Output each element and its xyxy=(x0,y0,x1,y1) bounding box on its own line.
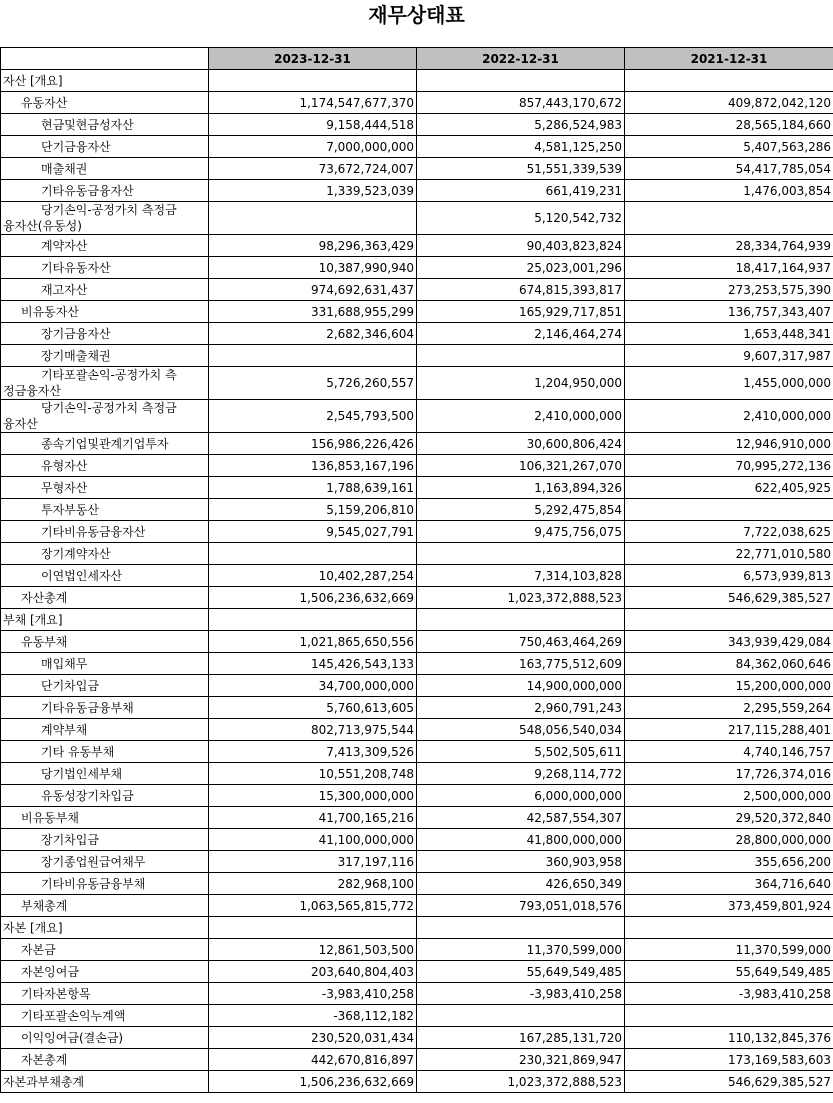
table-row xyxy=(1,829,833,851)
value-cell-2021-12-31: 546,629,385,527 xyxy=(625,587,833,609)
value-cell-2022-12-31: 7,314,103,828 xyxy=(417,565,625,587)
table-row xyxy=(1,895,833,917)
row-label: 단기금융자산 xyxy=(1,136,209,158)
row-label: 종속기업및관계기업투자 xyxy=(1,433,209,455)
value-cell-2023-12-31: 10,402,287,254 xyxy=(209,565,417,587)
value-cell-2021-12-31: 546,629,385,527 xyxy=(625,1071,833,1093)
table-row xyxy=(1,697,833,719)
value-cell-2022-12-31: 1,163,894,326 xyxy=(417,477,625,499)
row-label: 장기계약자산 xyxy=(1,543,209,565)
value-cell-2021-12-31 xyxy=(625,1005,833,1027)
value-cell-2022-12-31 xyxy=(417,1005,625,1027)
value-cell-2021-12-31: 2,410,000,000 xyxy=(625,400,833,433)
table-row xyxy=(1,136,833,158)
table-row xyxy=(1,1027,833,1049)
value-cell-2021-12-31: 4,740,146,757 xyxy=(625,741,833,763)
row-label: 당기법인세부채 xyxy=(1,763,209,785)
row-label-line1: 기타포괄손익-공정가치 측 xyxy=(41,368,177,382)
row-label: 자본금 xyxy=(1,939,209,961)
value-cell-2021-12-31: 273,253,575,390 xyxy=(625,279,833,301)
value-cell-2023-12-31: 34,700,000,000 xyxy=(209,675,417,697)
value-cell-2023-12-31: 7,413,309,526 xyxy=(209,741,417,763)
value-cell-2021-12-31: 84,362,060,646 xyxy=(625,653,833,675)
value-cell-2023-12-31: 12,861,503,500 xyxy=(209,939,417,961)
value-cell-2023-12-31: 5,760,613,605 xyxy=(209,697,417,719)
value-cell-2022-12-31 xyxy=(417,70,625,92)
value-cell-2021-12-31: 15,200,000,000 xyxy=(625,675,833,697)
value-cell-2023-12-31: 974,692,631,437 xyxy=(209,279,417,301)
row-label: 자본잉여금 xyxy=(1,961,209,983)
value-cell-2022-12-31: 230,321,869,947 xyxy=(417,1049,625,1071)
value-cell-2021-12-31: 29,520,372,840 xyxy=(625,807,833,829)
table-row xyxy=(1,1071,833,1093)
value-cell-2022-12-31: 661,419,231 xyxy=(417,180,625,202)
row-label: 자산총계 xyxy=(1,587,209,609)
row-label: 무형자산 xyxy=(1,477,209,499)
table-row xyxy=(1,1049,833,1071)
value-cell-2022-12-31: 11,370,599,000 xyxy=(417,939,625,961)
row-label: 부채총계 xyxy=(1,895,209,917)
value-cell-2023-12-31: 2,682,346,604 xyxy=(209,323,417,345)
value-cell-2023-12-31: 1,021,865,650,556 xyxy=(209,631,417,653)
table-row xyxy=(1,939,833,961)
value-cell-2022-12-31: 5,292,475,854 xyxy=(417,499,625,521)
value-cell-2022-12-31: 750,463,464,269 xyxy=(417,631,625,653)
value-cell-2022-12-31 xyxy=(417,543,625,565)
table-row xyxy=(1,455,833,477)
value-cell-2021-12-31: 622,405,925 xyxy=(625,477,833,499)
row-label: 매출채권 xyxy=(1,158,209,180)
row-label xyxy=(1,400,209,433)
value-cell-2023-12-31: 98,296,363,429 xyxy=(209,235,417,257)
row-label: 장기종업원급여채무 xyxy=(1,851,209,873)
value-cell-2022-12-31: 165,929,717,851 xyxy=(417,301,625,323)
table-row xyxy=(1,675,833,697)
value-cell-2023-12-31: 282,968,100 xyxy=(209,873,417,895)
column-header-2021: 2021-12-31 xyxy=(625,48,833,70)
value-cell-2022-12-31: 5,286,524,983 xyxy=(417,114,625,136)
table-row xyxy=(1,235,833,257)
row-label: 유동자산 xyxy=(1,92,209,114)
value-cell-2022-12-31: 4,581,125,250 xyxy=(417,136,625,158)
page-title: 재무상태표 xyxy=(368,3,465,27)
table-row xyxy=(1,587,833,609)
row-label: 현금및현금성자산 xyxy=(1,114,209,136)
row-label: 비유동자산 xyxy=(1,301,209,323)
table-row xyxy=(1,1005,833,1027)
table-row xyxy=(1,653,833,675)
value-cell-2023-12-31 xyxy=(209,917,417,939)
value-cell-2023-12-31: 10,387,990,940 xyxy=(209,257,417,279)
table-row xyxy=(1,499,833,521)
row-label: 자산 [개요] xyxy=(1,70,209,92)
value-cell-2021-12-31: 17,726,374,016 xyxy=(625,763,833,785)
value-cell-2023-12-31 xyxy=(209,70,417,92)
value-cell-2022-12-31: 9,268,114,772 xyxy=(417,763,625,785)
row-label: 매입채무 xyxy=(1,653,209,675)
value-cell-2022-12-31: 25,023,001,296 xyxy=(417,257,625,279)
value-cell-2021-12-31: 355,656,200 xyxy=(625,851,833,873)
value-cell-2023-12-31: 230,520,031,434 xyxy=(209,1027,417,1049)
value-cell-2022-12-31: 9,475,756,075 xyxy=(417,521,625,543)
value-cell-2021-12-31: 12,946,910,000 xyxy=(625,433,833,455)
value-cell-2021-12-31: 136,757,343,407 xyxy=(625,301,833,323)
value-cell-2023-12-31: 1,063,565,815,772 xyxy=(209,895,417,917)
row-label: 자본과부채총계 xyxy=(1,1071,209,1093)
row-label xyxy=(1,367,209,400)
row-label: 이연법인세자산 xyxy=(1,565,209,587)
value-cell-2022-12-31: 426,650,349 xyxy=(417,873,625,895)
balance-sheet-table xyxy=(0,47,833,1093)
table-row xyxy=(1,70,833,92)
value-cell-2021-12-31: 7,722,038,625 xyxy=(625,521,833,543)
value-cell-2023-12-31: 7,000,000,000 xyxy=(209,136,417,158)
table-header-row xyxy=(1,48,833,70)
value-cell-2022-12-31: 14,900,000,000 xyxy=(417,675,625,697)
value-cell-2023-12-31: 9,158,444,518 xyxy=(209,114,417,136)
row-label: 기타 유동부채 xyxy=(1,741,209,763)
value-cell-2021-12-31: 70,995,272,136 xyxy=(625,455,833,477)
value-cell-2022-12-31: 30,600,806,424 xyxy=(417,433,625,455)
value-cell-2023-12-31: 331,688,955,299 xyxy=(209,301,417,323)
table-row xyxy=(1,961,833,983)
value-cell-2023-12-31 xyxy=(209,609,417,631)
row-label: 기타유동금융자산 xyxy=(1,180,209,202)
value-cell-2022-12-31 xyxy=(417,345,625,367)
value-cell-2022-12-31: 2,410,000,000 xyxy=(417,400,625,433)
table-row xyxy=(1,158,833,180)
table-row xyxy=(1,609,833,631)
value-cell-2021-12-31 xyxy=(625,917,833,939)
value-cell-2021-12-31: 110,132,845,376 xyxy=(625,1027,833,1049)
table-row xyxy=(1,92,833,114)
value-cell-2022-12-31: -3,983,410,258 xyxy=(417,983,625,1005)
table-row xyxy=(1,917,833,939)
value-cell-2022-12-31: 1,023,372,888,523 xyxy=(417,587,625,609)
value-cell-2021-12-31: 28,565,184,660 xyxy=(625,114,833,136)
value-cell-2023-12-31: 41,100,000,000 xyxy=(209,829,417,851)
row-label-line1: 당기손익-공정가치 측정금 xyxy=(41,203,177,217)
row-label: 단기차입금 xyxy=(1,675,209,697)
row-label: 유동부채 xyxy=(1,631,209,653)
value-cell-2022-12-31: 2,146,464,274 xyxy=(417,323,625,345)
row-label: 기타비유동금융자산 xyxy=(1,521,209,543)
row-label: 기타포괄손익누계액 xyxy=(1,1005,209,1027)
value-cell-2021-12-31 xyxy=(625,609,833,631)
value-cell-2022-12-31: 163,775,512,609 xyxy=(417,653,625,675)
value-cell-2021-12-31: 217,115,288,401 xyxy=(625,719,833,741)
table-row xyxy=(1,741,833,763)
value-cell-2023-12-31: -3,983,410,258 xyxy=(209,983,417,1005)
value-cell-2023-12-31: 10,551,208,748 xyxy=(209,763,417,785)
value-cell-2021-12-31: 9,607,317,987 xyxy=(625,345,833,367)
value-cell-2023-12-31: 136,853,167,196 xyxy=(209,455,417,477)
value-cell-2021-12-31: 1,653,448,341 xyxy=(625,323,833,345)
value-cell-2021-12-31: 22,771,010,580 xyxy=(625,543,833,565)
row-label: 장기매출채권 xyxy=(1,345,209,367)
value-cell-2023-12-31: 5,726,260,557 xyxy=(209,367,417,400)
value-cell-2023-12-31: 1,506,236,632,669 xyxy=(209,587,417,609)
value-cell-2021-12-31: 28,334,764,939 xyxy=(625,235,833,257)
row-label: 유형자산 xyxy=(1,455,209,477)
value-cell-2023-12-31: 145,426,543,133 xyxy=(209,653,417,675)
value-cell-2022-12-31: 2,960,791,243 xyxy=(417,697,625,719)
table-row xyxy=(1,400,833,433)
row-label-line2: 정금융자산 xyxy=(3,384,61,398)
value-cell-2022-12-31: 90,403,823,824 xyxy=(417,235,625,257)
table-row xyxy=(1,631,833,653)
table-row xyxy=(1,279,833,301)
value-cell-2022-12-31: 1,023,372,888,523 xyxy=(417,1071,625,1093)
value-cell-2022-12-31: 1,204,950,000 xyxy=(417,367,625,400)
value-cell-2022-12-31 xyxy=(417,917,625,939)
table-row xyxy=(1,433,833,455)
table-row xyxy=(1,367,833,400)
table-row xyxy=(1,114,833,136)
value-cell-2023-12-31: 203,640,804,403 xyxy=(209,961,417,983)
row-label: 기타유동금융부채 xyxy=(1,697,209,719)
value-cell-2022-12-31: 674,815,393,817 xyxy=(417,279,625,301)
row-label-line2: 융자산 xyxy=(3,417,38,431)
table-row xyxy=(1,851,833,873)
table-row xyxy=(1,257,833,279)
value-cell-2021-12-31: 11,370,599,000 xyxy=(625,939,833,961)
value-cell-2022-12-31: 5,120,542,732 xyxy=(417,202,625,235)
table-row xyxy=(1,983,833,1005)
value-cell-2023-12-31: 9,545,027,791 xyxy=(209,521,417,543)
value-cell-2023-12-31: 802,713,975,544 xyxy=(209,719,417,741)
value-cell-2022-12-31: 6,000,000,000 xyxy=(417,785,625,807)
table-row xyxy=(1,873,833,895)
value-cell-2021-12-31: 6,573,939,813 xyxy=(625,565,833,587)
value-cell-2021-12-31: 364,716,640 xyxy=(625,873,833,895)
value-cell-2021-12-31: 2,295,559,264 xyxy=(625,697,833,719)
value-cell-2023-12-31: 156,986,226,426 xyxy=(209,433,417,455)
row-label: 투자부동산 xyxy=(1,499,209,521)
value-cell-2023-12-31: 41,700,165,216 xyxy=(209,807,417,829)
value-cell-2021-12-31: 2,500,000,000 xyxy=(625,785,833,807)
value-cell-2022-12-31: 857,443,170,672 xyxy=(417,92,625,114)
value-cell-2023-12-31: 1,506,236,632,669 xyxy=(209,1071,417,1093)
value-cell-2022-12-31: 51,551,339,539 xyxy=(417,158,625,180)
value-cell-2021-12-31: 1,476,003,854 xyxy=(625,180,833,202)
row-label: 이익잉여금(결손금) xyxy=(1,1027,209,1049)
table-row xyxy=(1,543,833,565)
value-cell-2021-12-31: 54,417,785,054 xyxy=(625,158,833,180)
table-row xyxy=(1,180,833,202)
row-label: 기타유동자산 xyxy=(1,257,209,279)
row-label: 장기금융자산 xyxy=(1,323,209,345)
table-row xyxy=(1,785,833,807)
value-cell-2023-12-31: 15,300,000,000 xyxy=(209,785,417,807)
value-cell-2022-12-31: 360,903,958 xyxy=(417,851,625,873)
row-label: 부채 [개요] xyxy=(1,609,209,631)
value-cell-2023-12-31 xyxy=(209,345,417,367)
value-cell-2021-12-31: 173,169,583,603 xyxy=(625,1049,833,1071)
value-cell-2021-12-31: -3,983,410,258 xyxy=(625,983,833,1005)
value-cell-2021-12-31: 343,939,429,084 xyxy=(625,631,833,653)
row-label-line1: 당기손익-공정가치 측정금 xyxy=(41,401,177,415)
value-cell-2022-12-31: 42,587,554,307 xyxy=(417,807,625,829)
value-cell-2022-12-31: 548,056,540,034 xyxy=(417,719,625,741)
row-label xyxy=(1,202,209,235)
column-header-2023: 2023-12-31 xyxy=(209,48,417,70)
row-label-line2: 융자산(유동성) xyxy=(3,219,82,233)
value-cell-2023-12-31: 1,174,547,677,370 xyxy=(209,92,417,114)
value-cell-2021-12-31 xyxy=(625,499,833,521)
table-row xyxy=(1,763,833,785)
row-label: 비유동부채 xyxy=(1,807,209,829)
row-label: 자본총계 xyxy=(1,1049,209,1071)
header-blank-cell xyxy=(1,48,209,70)
value-cell-2021-12-31: 55,649,549,485 xyxy=(625,961,833,983)
table-row xyxy=(1,719,833,741)
value-cell-2023-12-31 xyxy=(209,543,417,565)
table-row xyxy=(1,345,833,367)
row-label: 기타자본항목 xyxy=(1,983,209,1005)
table-row xyxy=(1,202,833,235)
value-cell-2023-12-31 xyxy=(209,202,417,235)
row-label: 기타비유동금융부채 xyxy=(1,873,209,895)
value-cell-2023-12-31: 2,545,793,500 xyxy=(209,400,417,433)
table-row xyxy=(1,807,833,829)
value-cell-2021-12-31: 373,459,801,924 xyxy=(625,895,833,917)
value-cell-2023-12-31: 1,788,639,161 xyxy=(209,477,417,499)
table-row xyxy=(1,477,833,499)
value-cell-2023-12-31: 442,670,816,897 xyxy=(209,1049,417,1071)
value-cell-2022-12-31 xyxy=(417,609,625,631)
row-label: 자본 [개요] xyxy=(1,917,209,939)
row-label: 재고자산 xyxy=(1,279,209,301)
value-cell-2022-12-31: 41,800,000,000 xyxy=(417,829,625,851)
table-row xyxy=(1,565,833,587)
value-cell-2021-12-31: 5,407,563,286 xyxy=(625,136,833,158)
column-header-2022: 2022-12-31 xyxy=(417,48,625,70)
row-label: 계약부채 xyxy=(1,719,209,741)
value-cell-2021-12-31 xyxy=(625,202,833,235)
value-cell-2023-12-31: 1,339,523,039 xyxy=(209,180,417,202)
value-cell-2021-12-31: 1,455,000,000 xyxy=(625,367,833,400)
value-cell-2021-12-31: 18,417,164,937 xyxy=(625,257,833,279)
value-cell-2023-12-31: 73,672,724,007 xyxy=(209,158,417,180)
value-cell-2022-12-31: 793,051,018,576 xyxy=(417,895,625,917)
value-cell-2021-12-31: 28,800,000,000 xyxy=(625,829,833,851)
row-label: 유동성장기차입금 xyxy=(1,785,209,807)
row-label: 장기차입금 xyxy=(1,829,209,851)
table-row xyxy=(1,323,833,345)
value-cell-2021-12-31: 409,872,042,120 xyxy=(625,92,833,114)
value-cell-2023-12-31: 5,159,206,810 xyxy=(209,499,417,521)
value-cell-2023-12-31: -368,112,182 xyxy=(209,1005,417,1027)
value-cell-2023-12-31: 317,197,116 xyxy=(209,851,417,873)
table-row xyxy=(1,301,833,323)
value-cell-2022-12-31: 167,285,131,720 xyxy=(417,1027,625,1049)
table-row xyxy=(1,521,833,543)
value-cell-2021-12-31 xyxy=(625,70,833,92)
value-cell-2022-12-31: 5,502,505,611 xyxy=(417,741,625,763)
value-cell-2022-12-31: 55,649,549,485 xyxy=(417,961,625,983)
value-cell-2022-12-31: 106,321,267,070 xyxy=(417,455,625,477)
row-label: 계약자산 xyxy=(1,235,209,257)
